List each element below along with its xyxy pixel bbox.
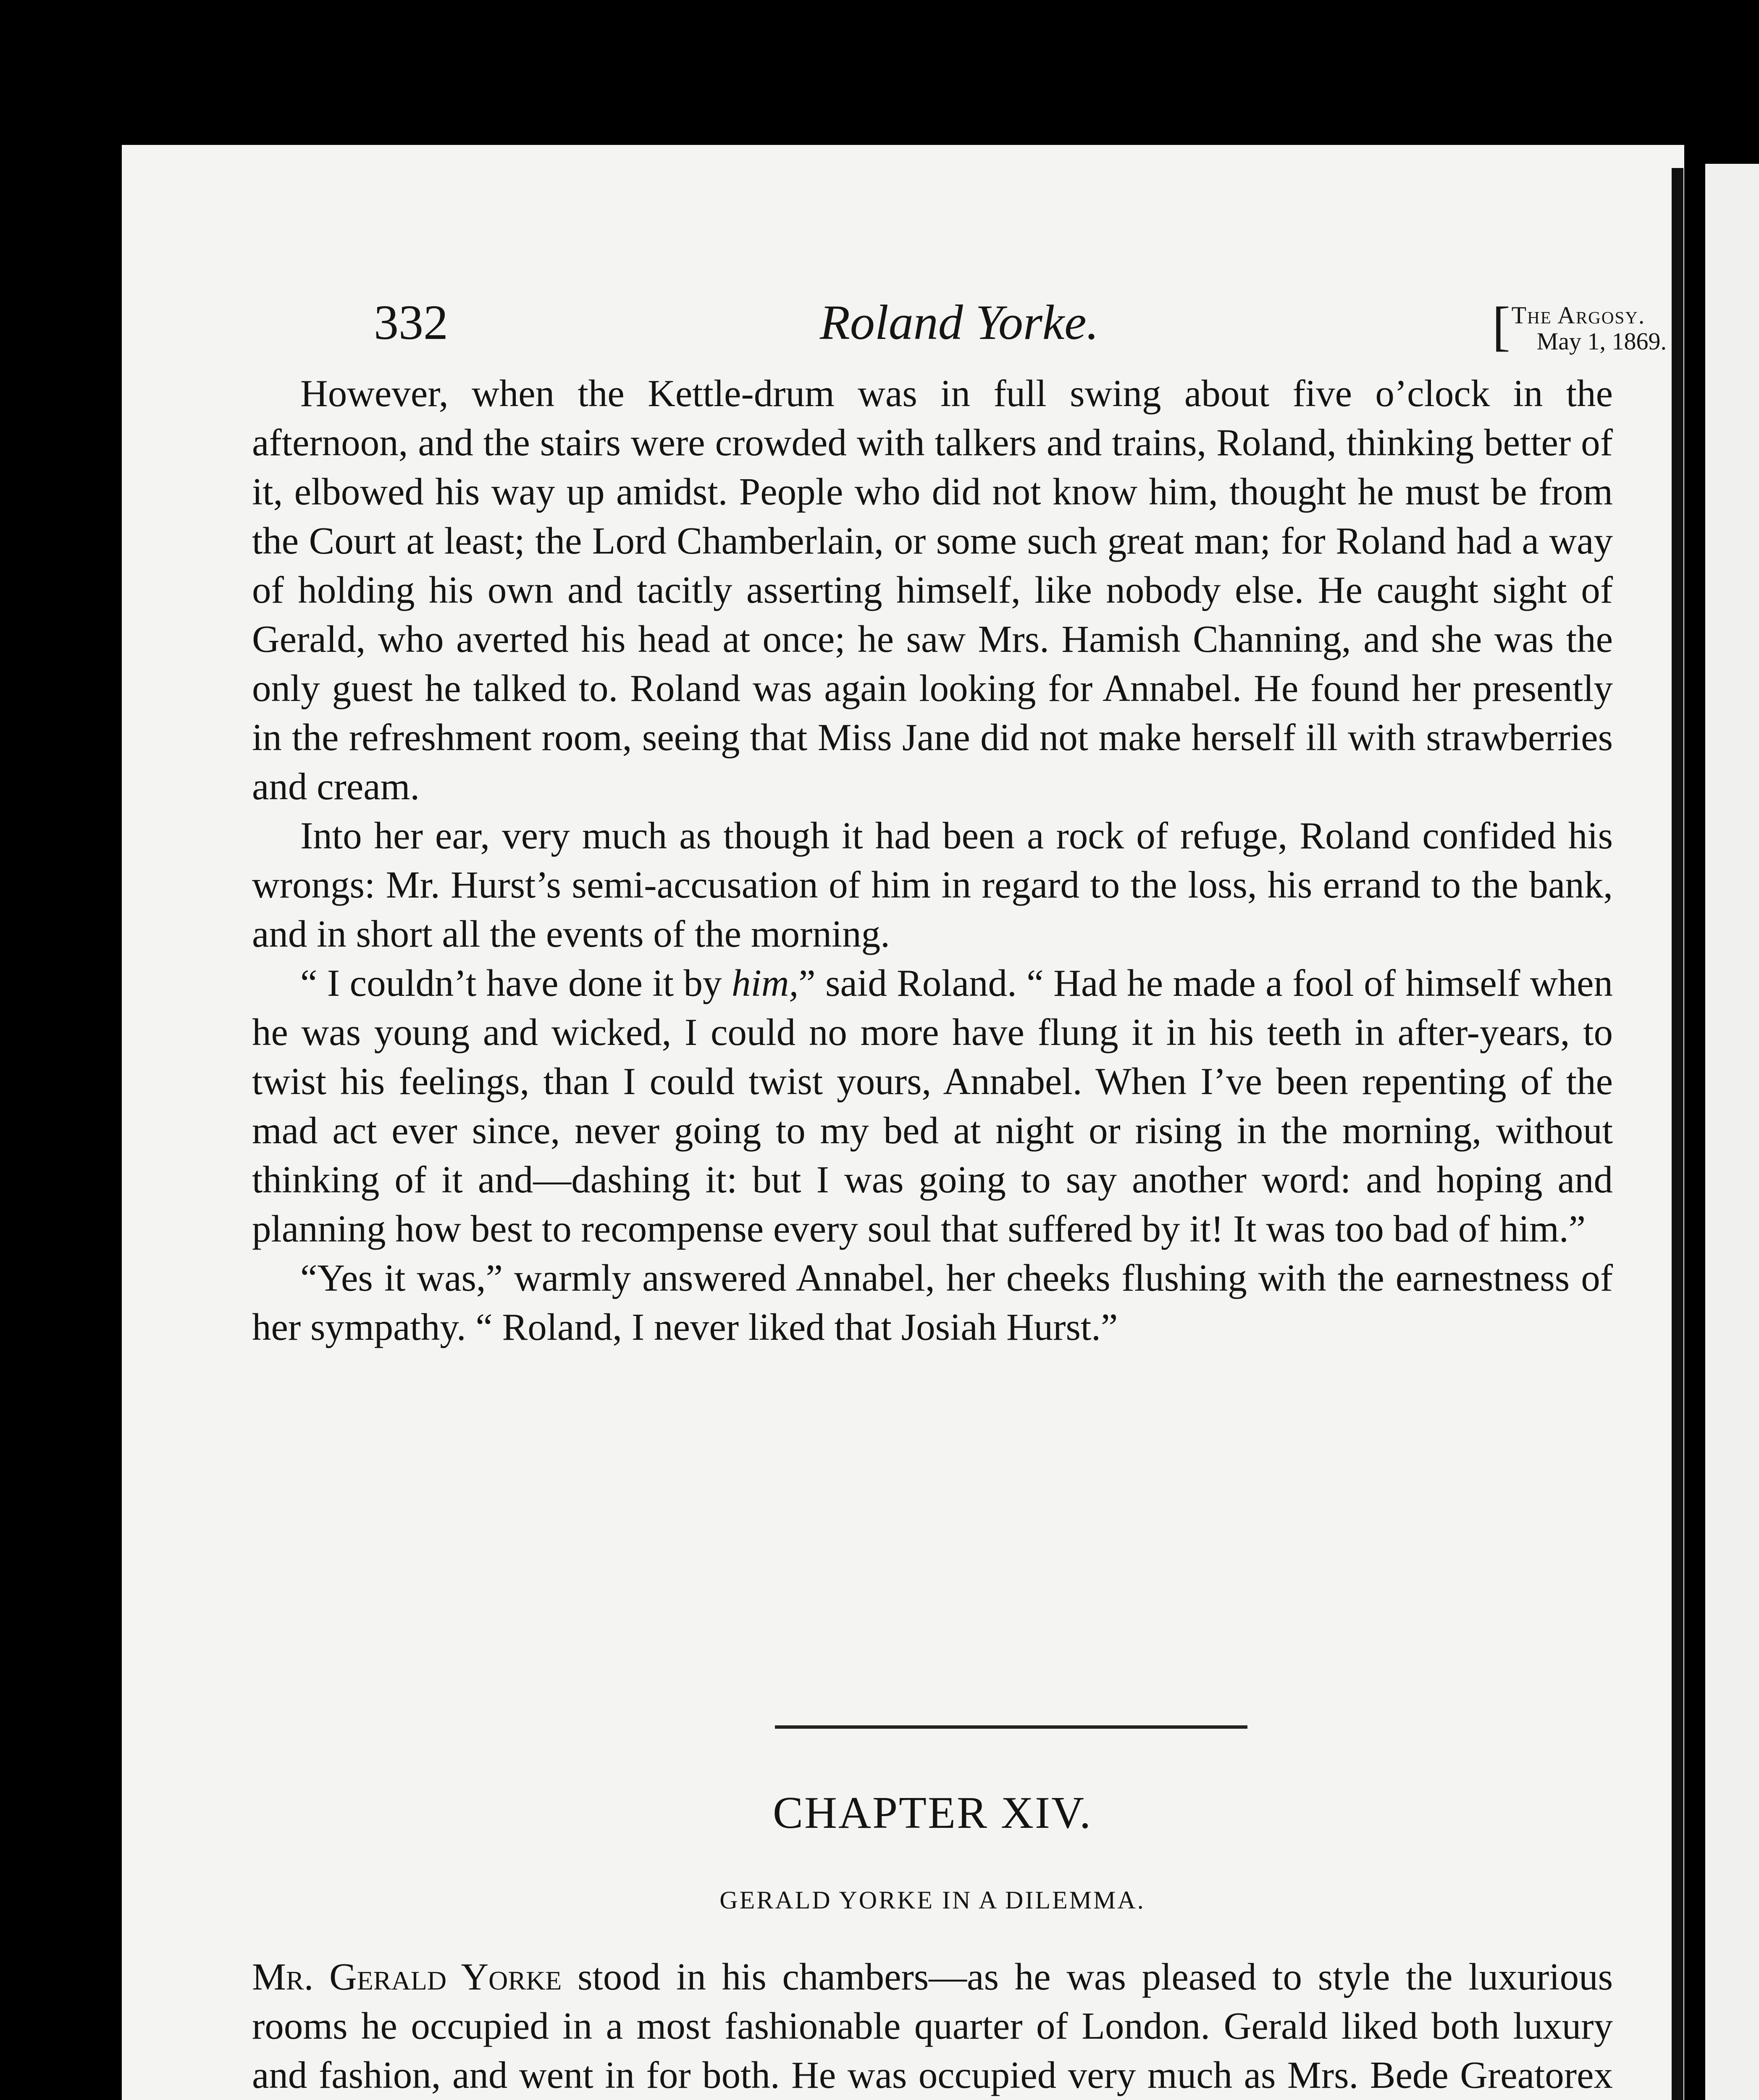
source-citation: [ The Argosy. May 1, 1869.: [1492, 296, 1667, 357]
source-magazine: The Argosy.: [1511, 302, 1646, 329]
running-title: Roland Yorke.: [819, 295, 1099, 350]
body-text: [252, 369, 1613, 1352]
chapter-text: [252, 1952, 1613, 2100]
section-divider: [775, 1725, 1247, 1729]
source-date: May 1, 1869.: [1536, 328, 1667, 355]
paragraph: “Yes it was,” warmly answered Annabel, her cheeks flushing with the earnestness of her sympathy. “ Roland, I never liked that Josiah Hurst.”: [252, 1257, 1613, 1348]
page-gutter: [1672, 168, 1683, 2100]
paragraph: [252, 1952, 1613, 2100]
emphasis: him,: [731, 962, 799, 1004]
running-head: [252, 294, 1667, 361]
adjacent-page-edge: [1705, 164, 1759, 2100]
chapter-heading: CHAPTER XIV.: [772, 1788, 1092, 1838]
page-number: 332: [374, 295, 448, 350]
paragraph: [252, 958, 1613, 1253]
paragraph-rest: stood in his chambers—as he was pleased to style the luxurious rooms he occupied in a most fashionable quarter of London. Gerald liked both luxury and fashion, and went in for both. He was occupied very much as Mrs. Bede Greatorex: [252, 1956, 1613, 2096]
chapter-subheading: GERALD YORKE IN A DILEMMA.: [719, 1886, 1145, 1914]
quote-start: “ I couldn’t have done it by: [300, 962, 732, 1004]
paragraph: Into her ear, very much as though it had been a rock of refuge, Roland confided his wrongs: Mr. Hurst’s semi-accusation of him in regard to the loss, his errand to the bank, and in short all the events of the morning.: [252, 814, 1613, 955]
lead-small-caps: Mr. Gerald Yorke: [252, 1956, 562, 1998]
paragraph: However, when the Kettle-drum was in full swing about five o’clock in the afternoon, and the stairs were crowded with talkers and trains, Roland, thinking better of it, elbowed his way up amidst. People who did not know him, thought he must be from the Court at least; the Lord Chamberlain, or some such great man; for Roland had a way of holding his own and tacitly asserting himself, like nobody else. He caught sight of Gerald, who averted his head at once; he saw Mrs. Hamish Channing, and she was the only guest he talked to. Roland was again looking for Annabel. He found her presently in the refreshment room, seeing that Miss Jane did not make herself ill with strawberries and cream.: [252, 372, 1613, 808]
quote-rest: ” said Roland. “ Had he made a fool of himself when he was young and wicked, I could no more have flung it in his teeth in after-years, to twist his feelings, than I could twist yours, Annabel. When I’ve been repenting of the mad act ever since, never going to my bed at night or rising in the morning, without thinking of it and—dashing it: but I was going to say another word: and hoping and planning how best to recompense every soul that suffered by it! It was too bad of him.”: [252, 962, 1613, 1250]
